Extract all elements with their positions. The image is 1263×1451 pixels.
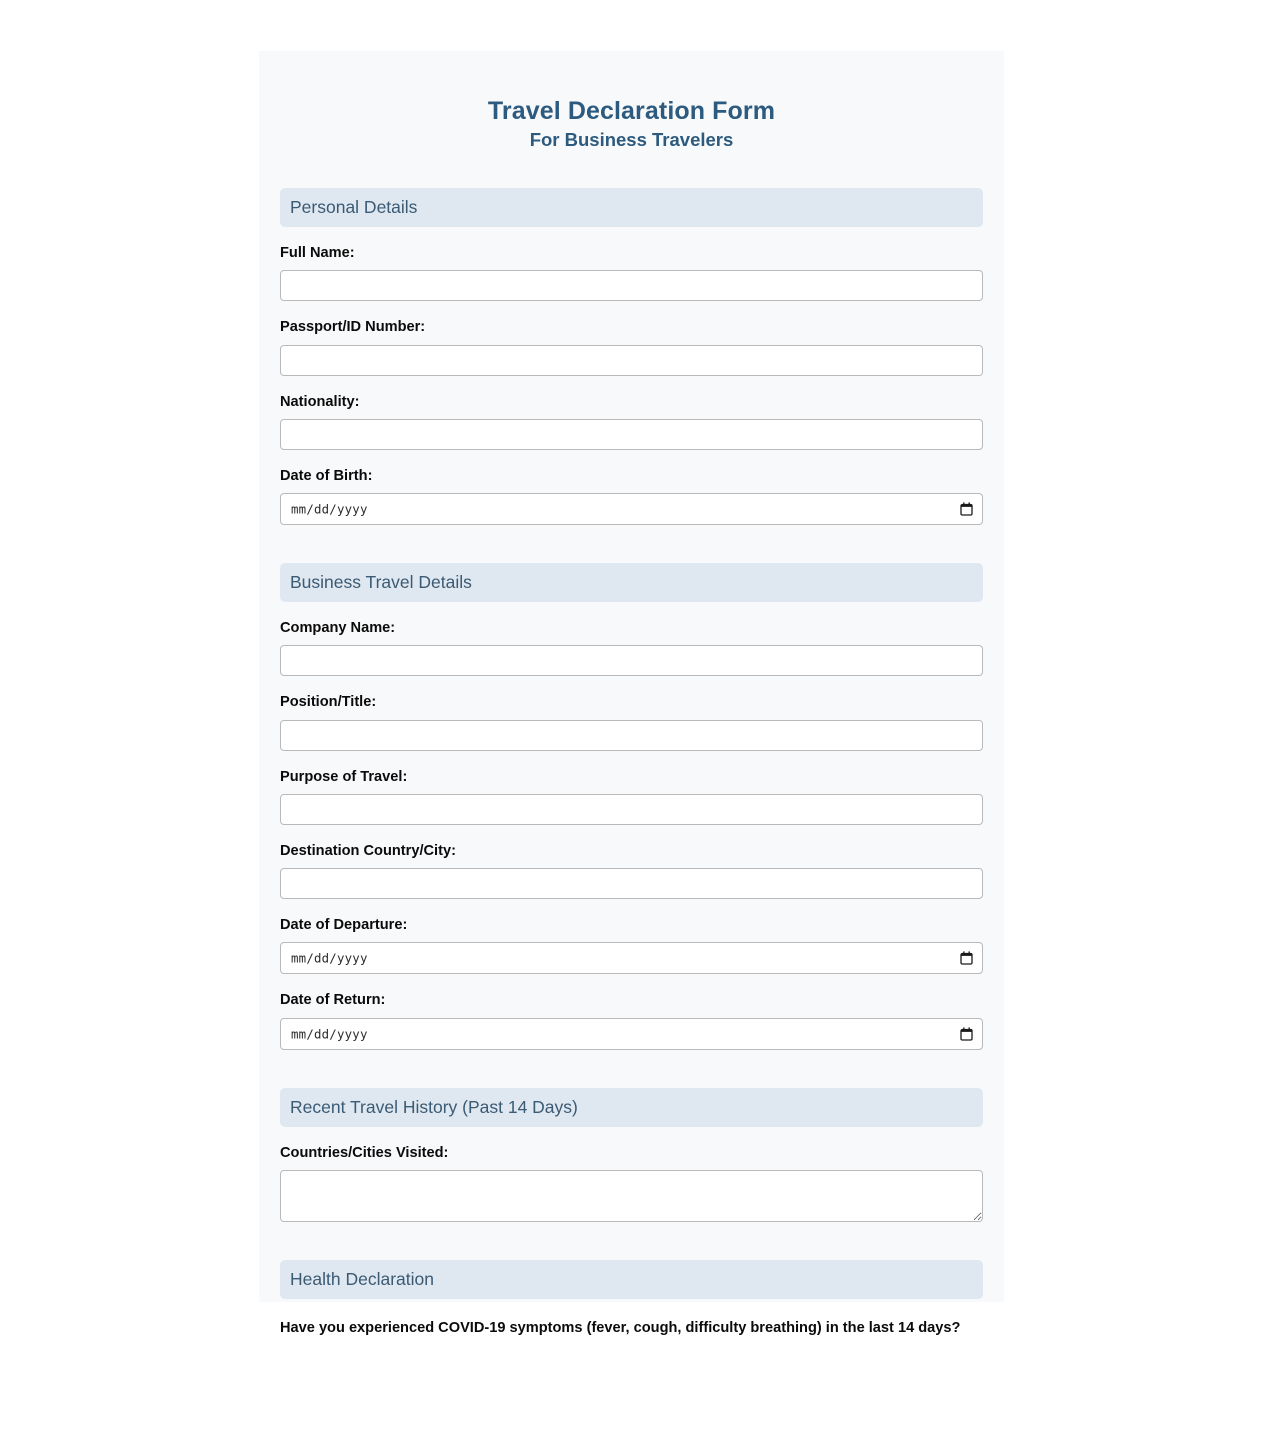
- label-nationality: Nationality:: [280, 393, 360, 410]
- field-passport-id: [280, 318, 983, 375]
- form-subtitle: For Business Travelers: [529, 128, 734, 150]
- calendar-icon[interactable]: [960, 1027, 973, 1041]
- form-inner: [259, 51, 1004, 1339]
- form-title: Travel Declaration Form: [487, 97, 776, 125]
- countries-visited-textarea[interactable]: [280, 1170, 983, 1222]
- date-of-birth-placeholder: mm/dd/yyyy: [291, 501, 368, 517]
- field-full-name: [280, 244, 983, 301]
- field-date-of-return: [280, 991, 983, 1049]
- date-of-departure-placeholder: mm/dd/yyyy: [291, 950, 368, 966]
- label-countries-visited: Countries/Cities Visited:: [280, 1144, 449, 1161]
- field-date-of-birth: [280, 467, 983, 525]
- label-date-of-return: Date of Return:: [280, 992, 386, 1009]
- purpose-of-travel-input[interactable]: [280, 794, 983, 825]
- field-date-of-departure: [280, 916, 983, 974]
- label-passport-id: Passport/ID Number:: [280, 319, 426, 336]
- nationality-input[interactable]: [280, 419, 983, 450]
- section-header-recent-travel-history: Recent Travel History (Past 14 Days): [280, 1088, 983, 1127]
- section-header-business-travel-details: Business Travel Details: [280, 563, 983, 602]
- covid-symptoms-question: Have you experienced COVID-19 symptoms (fever, cough, difficulty breathing) in the last 14 days?: [280, 1320, 961, 1337]
- position-title-input[interactable]: [280, 720, 983, 751]
- passport-id-input[interactable]: [280, 345, 983, 376]
- field-countries-visited: [280, 1144, 983, 1222]
- field-company-name: [280, 619, 983, 676]
- date-of-return-placeholder: mm/dd/yyyy: [291, 1026, 368, 1042]
- company-name-input[interactable]: [280, 645, 983, 676]
- travel-declaration-form-container: [259, 51, 1004, 1337]
- label-destination: Destination Country/City:: [280, 842, 456, 859]
- label-date-of-birth: Date of Birth:: [280, 467, 373, 484]
- label-date-of-departure: Date of Departure:: [280, 917, 408, 934]
- section-header-personal-details: Personal Details: [280, 188, 983, 227]
- label-full-name: Full Name:: [280, 245, 355, 262]
- full-name-input[interactable]: [280, 270, 983, 301]
- field-nationality: [280, 393, 983, 450]
- destination-input[interactable]: [280, 868, 983, 899]
- field-destination: [280, 842, 983, 899]
- section-header-health-declaration: Health Declaration: [280, 1260, 983, 1299]
- field-position-title: [280, 693, 983, 750]
- field-purpose-of-travel: [280, 768, 983, 825]
- label-position-title: Position/Title:: [280, 694, 377, 711]
- label-company-name: Company Name:: [280, 620, 396, 637]
- label-purpose-of-travel: Purpose of Travel:: [280, 768, 408, 785]
- date-of-birth-input[interactable]: [280, 493, 983, 525]
- date-of-departure-input[interactable]: [280, 942, 983, 974]
- calendar-icon[interactable]: [960, 951, 973, 965]
- calendar-icon[interactable]: [960, 502, 973, 516]
- date-of-return-input[interactable]: [280, 1018, 983, 1050]
